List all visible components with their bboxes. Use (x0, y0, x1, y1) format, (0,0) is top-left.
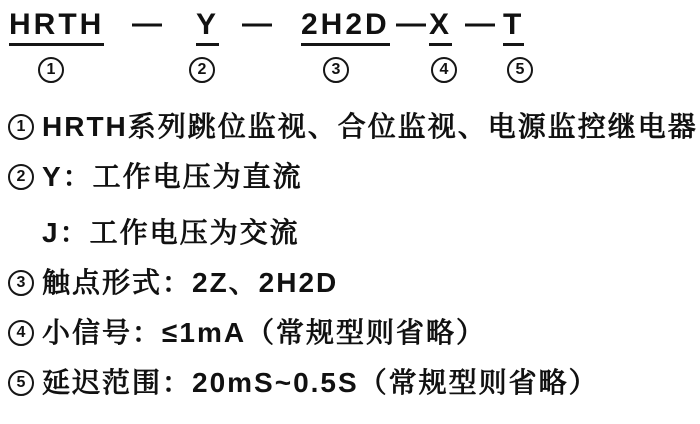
legend-marker-4: 4 (8, 320, 34, 346)
model-segment-series: HRTH (9, 10, 104, 46)
legend-marker-3: 3 (8, 270, 34, 296)
legend-text-voltage-ac: J：工作电压为交流 (42, 217, 300, 248)
marker-circle-2: 2 (189, 57, 215, 83)
marker-row (0, 52, 700, 88)
model-segment-contact-form: 2H2D (301, 10, 390, 46)
marker-circle-4: 4 (431, 57, 457, 83)
legend-text-voltage-dc: Y：工作电压为直流 (42, 161, 303, 192)
legend-item-delay-range (0, 358, 700, 408)
legend-text-series: HRTH系列跳位监视、合位监视、电源监控继电器 (42, 111, 698, 142)
separator-dash-3: — (396, 7, 426, 40)
separator-dash-4: — (465, 7, 495, 40)
legend-marker-5: 5 (8, 370, 34, 396)
legend-text-delay-range: 延迟范围：20mS~0.5S（常规型则省略） (42, 367, 599, 398)
legend-item-voltage-dc (0, 152, 700, 202)
model-code-row (0, 6, 700, 52)
marker-circle-3: 3 (323, 57, 349, 83)
legend-marker-2: 2 (8, 164, 34, 190)
model-naming-page (0, 6, 700, 424)
marker-circle-5: 5 (507, 57, 533, 83)
legend-item-contact-form (0, 258, 700, 308)
legend-marker-1: 1 (8, 114, 34, 140)
legend-text-small-signal: 小信号：≤1mA（常规型则省略） (42, 317, 487, 348)
model-segment-small-signal: X (429, 10, 452, 46)
legend-item-voltage-ac (0, 208, 700, 258)
legend-list (0, 102, 700, 408)
model-segment-voltage-type: Y (196, 10, 219, 46)
legend-item-small-signal (0, 308, 700, 358)
legend-text-contact-form: 触点形式：2Z、2H2D (42, 267, 339, 298)
legend-item-series (0, 102, 700, 152)
separator-dash-2: — (242, 7, 272, 40)
separator-dash-1: — (132, 7, 162, 40)
model-segment-delay: T (503, 10, 524, 46)
marker-circle-1: 1 (38, 57, 64, 83)
